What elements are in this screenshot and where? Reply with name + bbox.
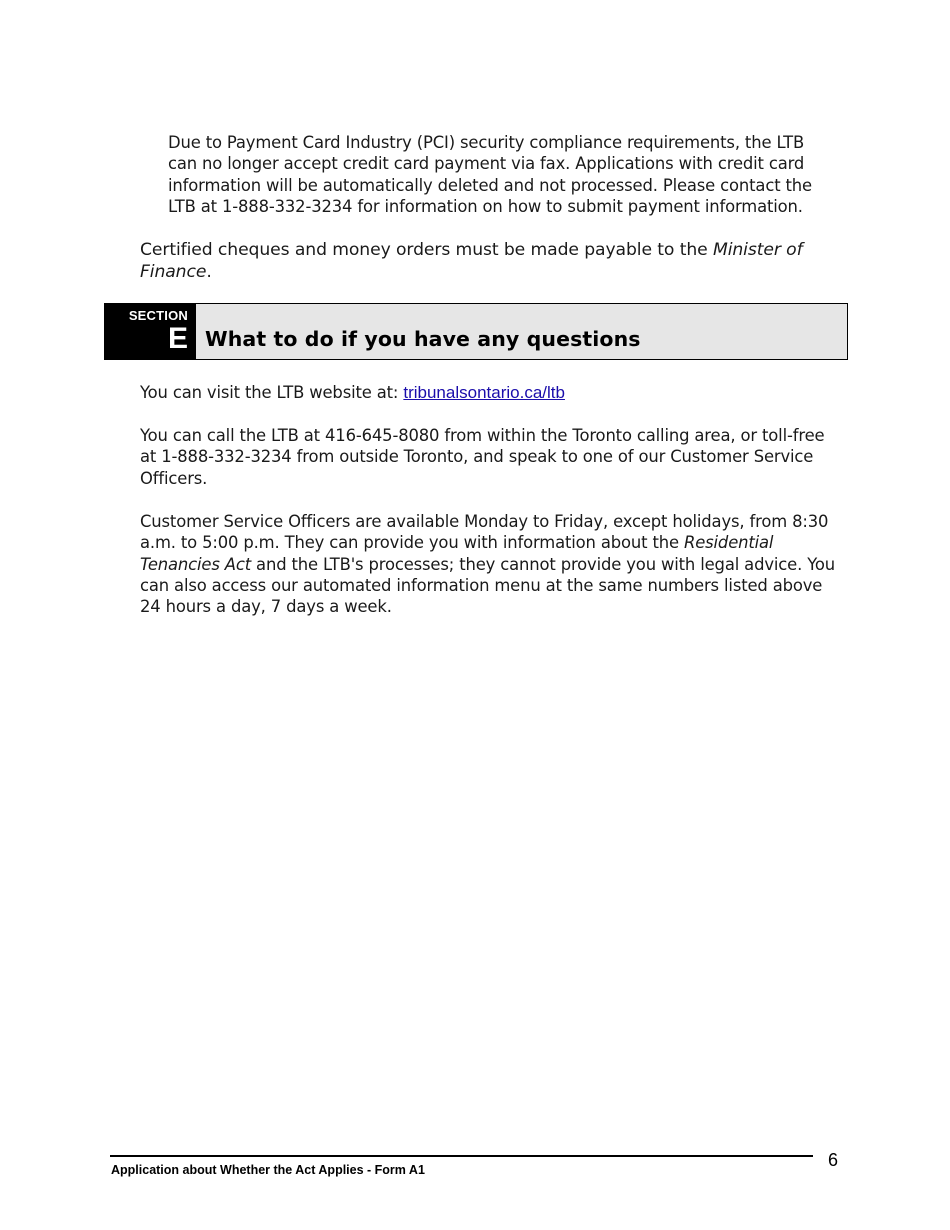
footer-divider: [110, 1155, 813, 1157]
ltb-website-link[interactable]: tribunalsontario.ca/ltb: [403, 383, 565, 402]
officers-text-2: and the LTB's processes; they cannot provide you with legal advice. You can also access our automated information menu at the same numbers listed above 24 hours a day, 7 days a week.: [140, 554, 835, 617]
section-badge: [104, 303, 196, 360]
pci-payment-notice: Due to Payment Card Industry (PCI) security compliance requirements, the LTB can no longer accept credit card payment via fax. Applications with credit card information will be automatically deleted and not processed. Please contact the LTB at 1-888-332-3234 for information on how to submit payment information.: [168, 133, 812, 216]
phone-paragraph: You can call the LTB at 416-645-8080 from within the Toronto calling area, or toll-free at 1-888-332-3234 from outside Toronto, and speak to one of our Customer Service Officers.: [140, 426, 825, 488]
section-e-header: [104, 303, 848, 360]
section-title: What to do if you have any questions: [205, 327, 641, 351]
section-title-box: [196, 303, 848, 360]
page-number: 6: [828, 1150, 839, 1170]
officers-paragraph: [140, 511, 840, 617]
cheques-text: Certified cheques and money orders must be made payable to the: [140, 240, 713, 260]
cheques-payable-paragraph: [140, 239, 840, 283]
act-name: Residential Tenancies Act: [140, 533, 774, 574]
payee-name: Minister of Finance: [140, 240, 803, 282]
footer-form-title: Application about Whether the Act Applies - Form A1: [111, 1163, 425, 1177]
officers-text-1: Customer Service Officers are available Monday to Friday, except holidays, from 8:30 a.m. to 5:00 p.m. They can provide you with information about the: [140, 512, 829, 553]
section-letter: E: [167, 322, 188, 355]
cheques-end: .: [206, 262, 212, 282]
website-paragraph: [140, 382, 840, 403]
website-text: You can visit the LTB website at:: [140, 383, 404, 402]
section-label: SECTION: [128, 308, 188, 323]
